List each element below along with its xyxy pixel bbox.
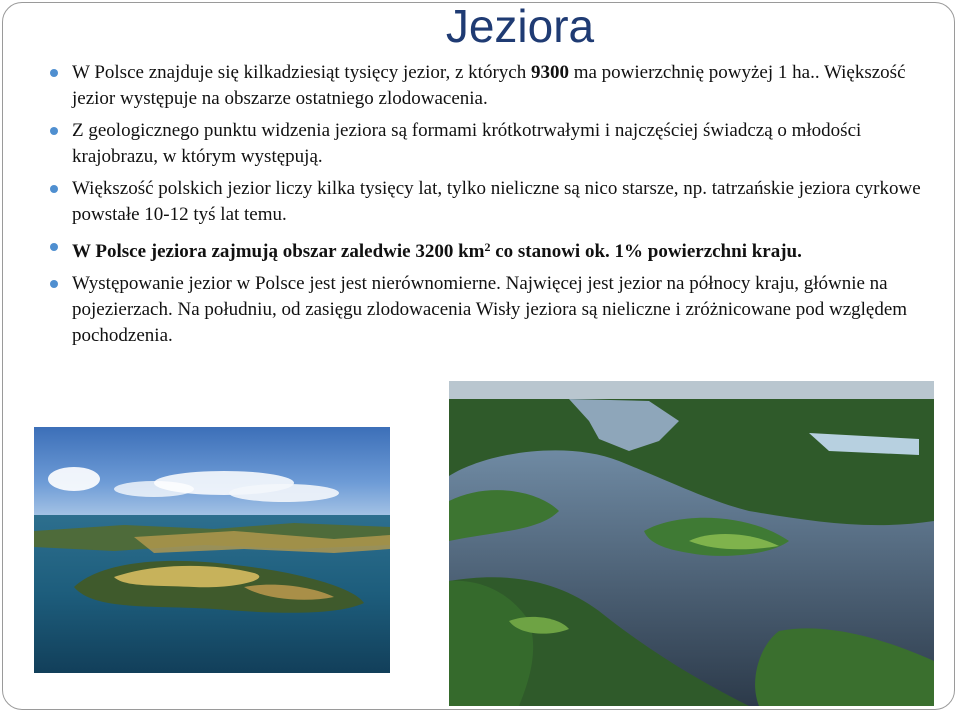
bullet-dot-icon <box>50 280 58 288</box>
lakeland-aerial-photo <box>449 381 934 706</box>
bullet-superscript: 2 <box>484 240 491 254</box>
bullet-text-strong: 9300 <box>530 62 569 83</box>
bullet-list <box>48 60 928 355</box>
bullet-text-post: ma powierzchnię powyżej 1 ha.. Większość jezior występuje na obszarze ostatniego zlodowacenia. <box>72 62 906 109</box>
slide-title: Jeziora <box>445 0 595 52</box>
lake-island-photo <box>34 427 390 673</box>
bullet-text-pre: W Polsce znajduje się kilkadziesiąt tysięcy jezior, z których <box>72 62 531 83</box>
bullet-item <box>48 271 928 349</box>
bullet-text: Większość polskich jezior liczy kilka tysięcy lat, tylko nieliczne są nico starsze, np. tatrzańskie jeziora cyrkowe powstałe 10-12 tyś lat temu. <box>72 178 921 225</box>
bullet-item <box>48 176 928 228</box>
bullet-text: Występowanie jezior w Polsce jest jest nierównomierne. Najwięcej jest jezior na północy kraju, głównie na pojezierzach. Na południu, od zasięgu zlodowacenia Wisły jeziora są nieliczne i zróżnicowane pod względem pochodzenia. <box>72 273 908 346</box>
bullet-text-pre: W Polsce jeziora zajmują obszar zaledwie 3200 km <box>72 241 485 262</box>
bullet-item <box>48 118 928 170</box>
bullet-item <box>48 60 928 112</box>
bullet-dot-icon <box>50 185 58 193</box>
bullet-text-post: co stanowi ok. 1% powierzchni kraju. <box>490 241 802 262</box>
bullet-dot-icon <box>50 69 58 77</box>
bullet-item <box>48 234 928 265</box>
bullet-text: Z geologicznego punktu widzenia jeziora są formami krótkotrwałymi i najczęściej świadczą o młodości krajobrazu, w którym występują. <box>72 120 862 167</box>
bullet-dot-icon <box>50 127 58 135</box>
bullet-dot-icon <box>50 243 58 251</box>
